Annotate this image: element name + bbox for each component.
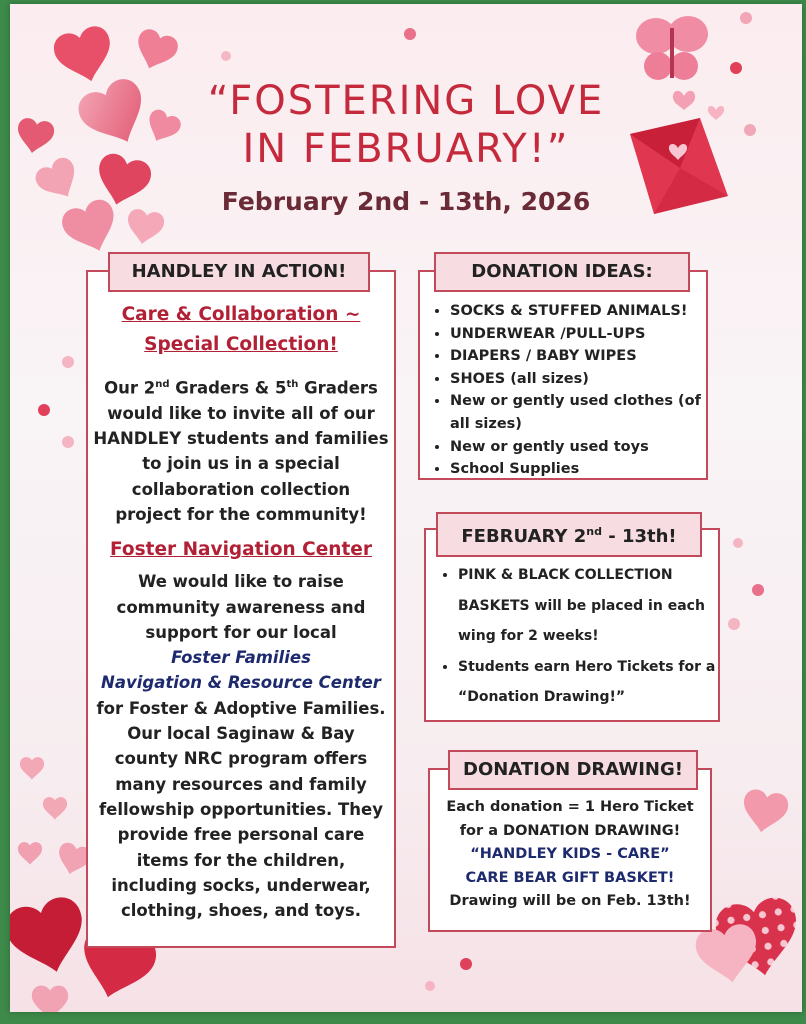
para3-line: clothing, shoes, and toys.	[120, 901, 362, 921]
awareness-paragraph	[88, 569, 394, 923]
february-heading-prefix: FEBRUARY 2	[461, 526, 587, 547]
handley-in-action-heading: HANDLEY IN ACTION!	[108, 252, 370, 292]
foster-navigation-heading: Foster Navigation Center	[110, 539, 372, 561]
event-dates: February 2nd - 13th, 2026	[221, 187, 591, 216]
para2-line: community awareness and	[116, 597, 366, 617]
para1-line: HANDLEY students and families	[93, 429, 389, 449]
february-list	[426, 560, 718, 713]
donation-drawing-heading: DONATION DRAWING!	[448, 750, 698, 790]
handley-in-action-box	[86, 270, 396, 948]
para1-line: Our 2nd Graders & 5th Graders	[104, 378, 378, 398]
list-item: • SHOES (all sizes)	[450, 368, 720, 391]
donation-drawing-box	[428, 768, 712, 932]
para3-line: provide free personal care	[117, 825, 365, 845]
drawing-line: for a DONATION DRAWING!	[459, 822, 681, 839]
list-item: • School Supplies	[450, 458, 720, 481]
list-item: • PINK & BLACK COLLECTION BASKETS will be placed in each wing for 2 weeks!	[458, 560, 718, 652]
para1-line: project for the community!	[115, 504, 367, 524]
donation-ideas-list	[420, 300, 720, 481]
para3-line: many resources and family	[115, 774, 367, 794]
invite-paragraph	[88, 372, 394, 527]
para3-line: including socks, underwear,	[111, 875, 371, 895]
foster-families-text: Foster Families	[171, 648, 311, 668]
para2-line: support for our local	[145, 622, 337, 642]
drawing-line: “HANDLEY KIDS - CARE”	[470, 846, 670, 862]
care-collaboration-heading-2: Special Collection!	[144, 334, 338, 355]
list-item: • UNDERWEAR /PULL-UPS	[450, 323, 720, 346]
para1-line: would like to invite all of our	[107, 403, 375, 423]
para1-line: collaboration collection	[131, 479, 351, 499]
list-item: • DIAPERS / BABY WIPES	[450, 345, 720, 368]
navigation-resource-center-text: Navigation & Resource Center	[101, 673, 381, 693]
list-item: • New or gently used toys	[450, 436, 720, 459]
donation-ideas-heading: DONATION IDEAS:	[434, 252, 690, 292]
title-line-2: IN FEBRUARY!”	[242, 126, 570, 172]
para3-line: items for the children,	[136, 850, 346, 870]
para3-line: county NRC program offers	[114, 749, 368, 769]
care-collaboration-heading-1: Care & Collaboration ~	[121, 304, 361, 325]
title-line-1: “FOSTERING LOVE	[207, 78, 605, 124]
list-item: • Students earn Hero Tickets for a “Donation Drawing!”	[458, 652, 718, 713]
drawing-line: Drawing will be on Feb. 13th!	[449, 893, 691, 909]
february-heading-suffix: - 13th!	[601, 526, 677, 547]
flyer-paper	[10, 4, 802, 1012]
february-box	[424, 528, 720, 722]
drawing-line: Each donation = 1 Hero Ticket	[446, 799, 694, 815]
para3-line: for Foster & Adoptive Families.	[96, 698, 386, 718]
para1-line: to join us in a special	[142, 454, 340, 474]
february-heading-sup: nd	[586, 525, 602, 538]
list-item: • SOCKS & STUFFED ANIMALS!	[450, 300, 720, 323]
para2-line: We would like to raise	[138, 572, 344, 592]
para3-line: Our local Saginaw & Bay	[127, 724, 355, 744]
para3-line: fellowship opportunities. They	[98, 799, 384, 819]
donation-drawing-text	[430, 796, 710, 914]
donation-ideas-box	[418, 270, 708, 480]
february-heading	[436, 512, 702, 557]
list-item: • New or gently used clothes (of all sizes)	[450, 390, 720, 435]
drawing-line: CARE BEAR GIFT BASKET!	[465, 869, 675, 886]
